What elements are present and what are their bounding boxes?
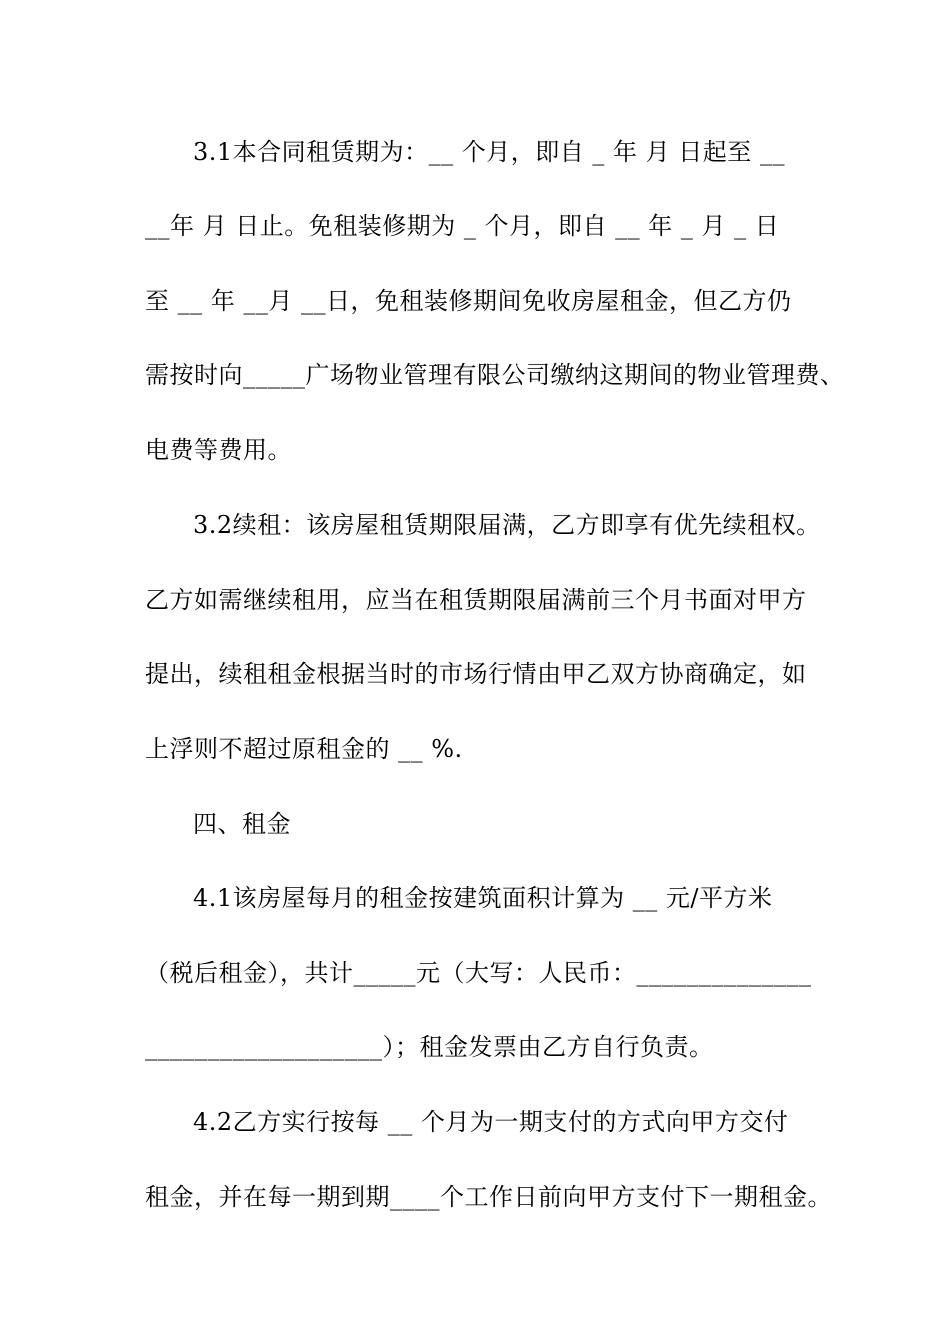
paragraph-3-2-line-3: 提出，续租租金根据当时的市场行情由甲乙双方协商确定，如 [145,660,807,688]
section-heading-rent: 四、租金 [193,810,291,838]
paragraph-3-1-line-2: __年 月 日止。免租装修期为 _ 个月，即自 __ 年 _ 月 _ 日 [145,212,780,240]
paragraph-3-1-line-4: 需按时向_____广场物业管理有限公司缴纳这期间的物业管理费、 [145,361,845,389]
paragraph-4-1-line-3: ___________________）；租金发票由乙方自行负责。 [145,1033,714,1061]
paragraph-3-1-line-5: 电费等费用。 [145,436,292,464]
paragraph-4-1-line-2: （税后租金），共计_____元（大写：人民币：______________ [145,959,812,987]
paragraph-3-1-line-3: 至 __ 年 __月 __日，免租装修期间免收房屋租金，但乙方仍 [145,287,792,315]
paragraph-3-2-line-2: 乙方如需继续租用，应当在租赁期限届满前三个月书面对甲方 [145,586,807,614]
paragraph-4-2-line-1: 4.2乙方实行按每 __ 个月为一期支付的方式向甲方交付 [193,1108,789,1136]
paragraph-3-2-line-1: 3.2续租：该房屋租赁期限届满，乙方即享有优先续租权。 [193,511,821,539]
paragraph-4-2-line-2: 租金，并在每一期到期____个工作日前向甲方支付下一期租金。 [145,1183,832,1211]
paragraph-4-1-line-1: 4.1该房屋每月的租金按建筑面积计算为 __ 元/平方米 [193,884,773,912]
paragraph-3-2-line-4: 上浮则不超过原租金的 __ %. [145,735,463,763]
paragraph-3-1-line-1: 3.1本合同租赁期为：__ 个月，即自 _ 年 月 日起至 __ [193,138,785,166]
